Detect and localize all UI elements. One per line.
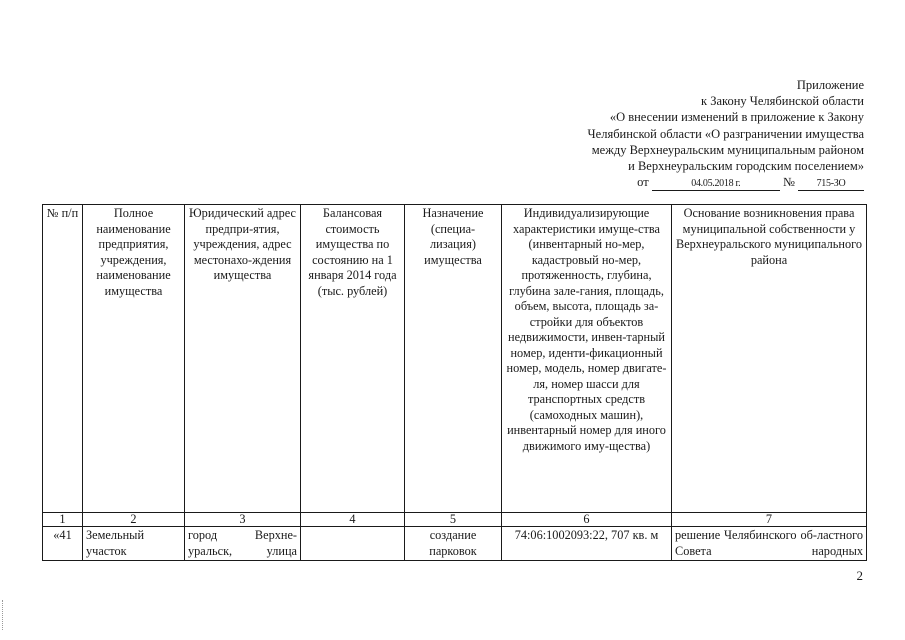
column-number: 6 (502, 513, 672, 527)
law-number: 715-ЗО (798, 178, 864, 191)
column-number: 7 (672, 513, 867, 527)
header-cell-purpose: Назначение (специа-лизация) имущества (405, 205, 502, 513)
header-line: и Верхнеуральским городским поселением» (628, 159, 864, 174)
column-numbers-row (43, 513, 867, 527)
header-line: Челябинской области «О разграничении имущества (587, 126, 864, 141)
column-number: 5 (405, 513, 502, 527)
header-cell-address: Юридический адрес предпри-ятия, учреждения, адрес местонахо-ждения имущества (185, 205, 301, 513)
property-table (42, 204, 867, 561)
table-row (43, 527, 867, 561)
cell-basis: решение Челябинского об-ластного Совета народных (672, 527, 867, 561)
header-cell-balance: Балансовая стоимость имущества по состоянию на 1 января 2014 года (тыс. рублей) (301, 205, 405, 513)
column-number: 3 (185, 513, 301, 527)
from-label: от (637, 175, 649, 190)
header-line: «О внесении изменений в приложение к Закону (609, 110, 864, 125)
header-line: к Закону Челябинской области (701, 94, 864, 109)
number-sign: № (782, 175, 795, 190)
cell-number: «41 (43, 527, 83, 561)
column-number: 4 (301, 513, 405, 527)
cell-name: Земельный участок (83, 527, 185, 561)
page-number: 2 (856, 568, 863, 583)
appendix-header (444, 77, 864, 191)
cell-address: город Верхне-уральск, улица (185, 527, 301, 561)
table-header-row (43, 205, 867, 513)
header-cell-basis: Основание возникновения права муниципальной собственности у Верхнеуральского муниципального района (672, 205, 867, 513)
cell-purpose: создание парковок (405, 527, 502, 561)
header-cell-number: № п/п (43, 205, 83, 513)
cell-characteristics: 74:06:1002093:22, 707 кв. м (502, 527, 672, 561)
column-number: 2 (83, 513, 185, 527)
header-cell-characteristics: Индивидуализирующие характеристики имуще-ства (инвентарный но-мер, кадастровый но-мер, протяженность, глубина, глубина зале-гания, площадь, объем, высота, площадь за-стройки для объектов недвижимости, инвен-тарный номер, иденти-фикационный номер, модель, номер двигате-ля, номер шасси для транспортных средств (самоходных машин), инвентарный номер для иного движимого иму-щества) (502, 205, 672, 513)
cell-balance (301, 527, 405, 561)
date-number-line (444, 174, 864, 191)
column-number: 1 (43, 513, 83, 527)
header-line: между Верхнеуральским муниципальным районом (591, 142, 864, 157)
header-cell-name: Полное наименование предприятия, учреждения, наименование имущества (83, 205, 185, 513)
scan-margin-mark (2, 600, 6, 630)
law-date: 04.05.2018 г. (652, 178, 780, 191)
header-line: Приложение (796, 78, 864, 92)
